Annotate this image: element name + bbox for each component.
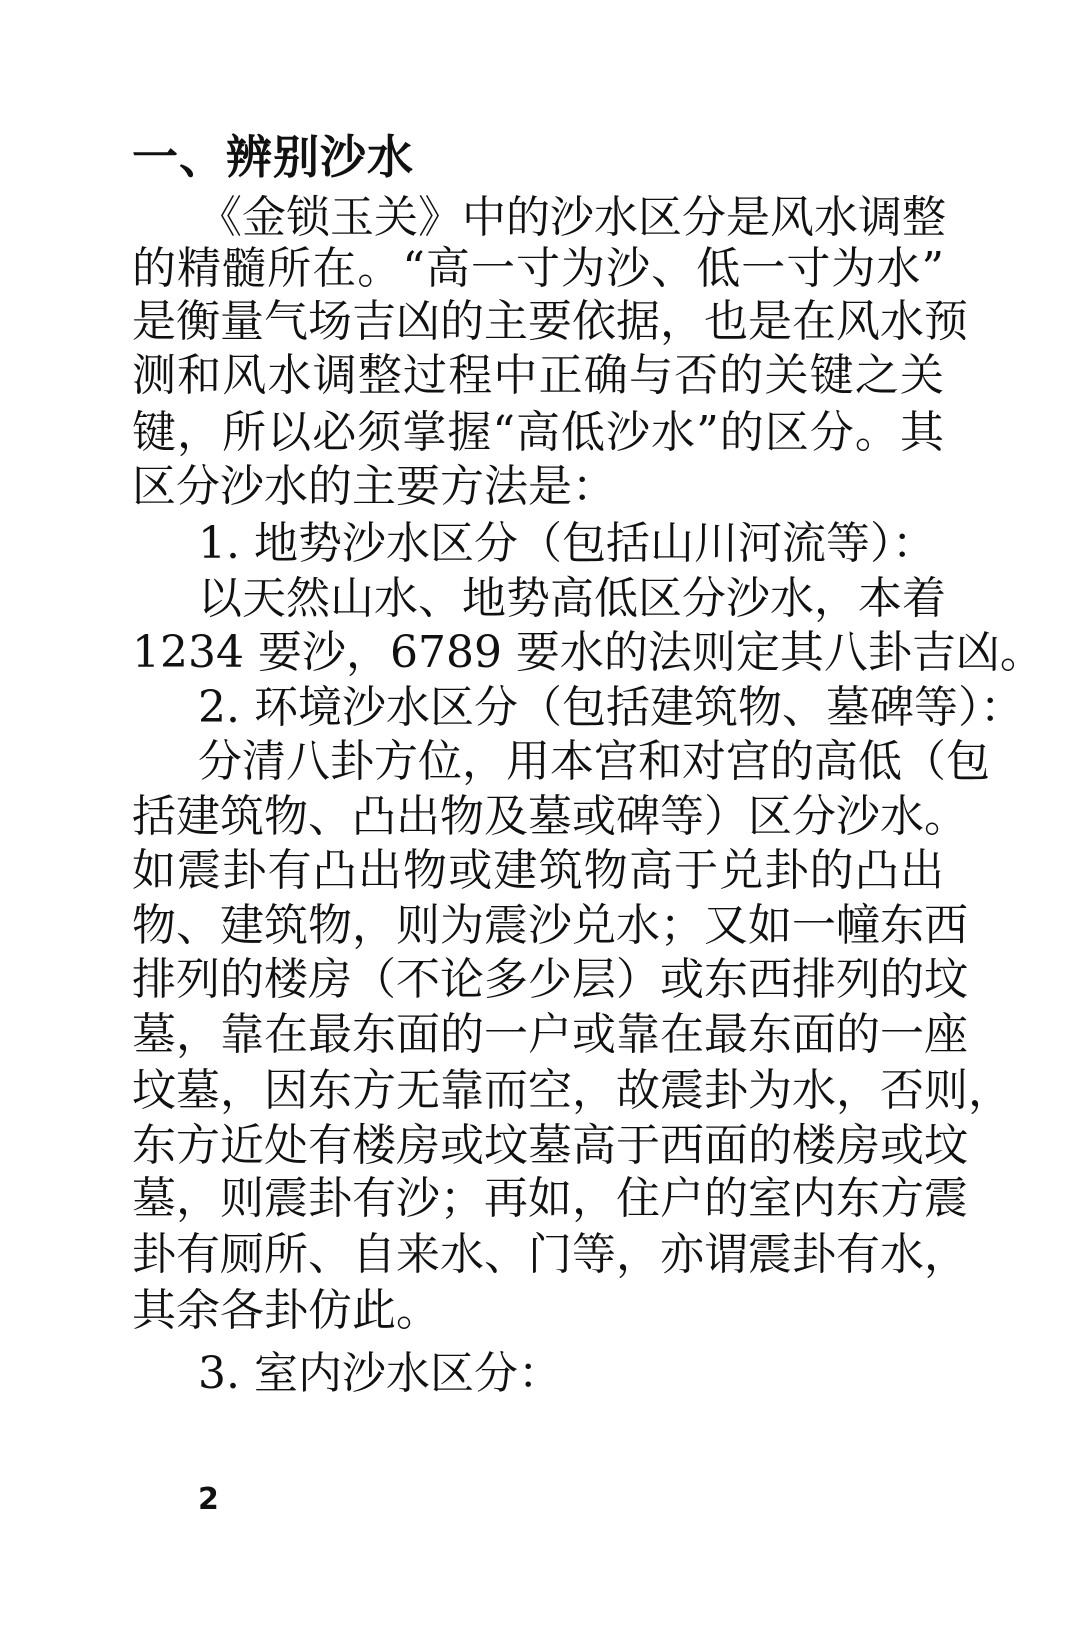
paragraph-line: 排列的楼房（不论多少层）或东西排列的坟 bbox=[132, 954, 968, 1005]
paragraph-line: 括建筑物、凸出物及墓或碑等）区分沙水。 bbox=[132, 791, 968, 842]
paragraph-line: 物、建筑物，则为震沙兑水；又如一幢东西 bbox=[132, 900, 968, 951]
paragraph-line: 《金锁玉关》中的沙水区分是风水调整 bbox=[198, 192, 946, 243]
paragraph-line: 区分沙水的主要方法是： bbox=[132, 461, 616, 512]
paragraph-line: 1234 要沙，6789 要水的法则定其八卦吉凶。 bbox=[132, 627, 1044, 678]
paragraph-line: 墓，则震卦有沙；再如，住户的室内东方震 bbox=[132, 1173, 968, 1224]
paragraph-line: 如震卦有凸出物或建筑物高于兑卦的凸出 bbox=[132, 845, 944, 896]
paragraph-line: 以天然山水、地势高低区分沙水，本着 bbox=[198, 573, 946, 624]
paragraph-line: 墓，靠在最东面的一户或靠在最东面的一座 bbox=[132, 1009, 968, 1060]
paragraph-line: 其余各卦仿此。 bbox=[132, 1285, 440, 1336]
list-item-heading: 1. 地势沙水区分（包括山川河流等）： bbox=[198, 518, 936, 569]
paragraph-line: 坟墓，因东方无靠而空，故震卦为水，否则， bbox=[132, 1065, 1012, 1116]
paragraph-line: 键，所以必须掌握“高低沙水”的区分。其 bbox=[132, 407, 944, 458]
section-heading: 一、辨别沙水 bbox=[132, 130, 414, 184]
paragraph-line: 东方近处有楼房或坟墓高于西面的楼房或坟 bbox=[132, 1120, 968, 1171]
paragraph-line: 的精髓所在。“高一寸为沙、低一寸为水” bbox=[132, 243, 944, 294]
paragraph-line: 是衡量气场吉凶的主要依据，也是在风水预 bbox=[132, 296, 968, 347]
paragraph-line: 卦有厕所、自来水、门等，亦谓震卦有水， bbox=[132, 1229, 968, 1280]
paragraph-line: 分清八卦方位，用本宫和对宫的高低（包 bbox=[198, 736, 990, 787]
page-number: 2 bbox=[198, 1482, 219, 1517]
paragraph-line: 测和风水调整过程中正确与否的关键之关 bbox=[132, 350, 944, 401]
list-item-heading: 2. 环境沙水区分（包括建筑物、墓碑等）： bbox=[198, 682, 1024, 733]
list-item-heading: 3. 室内沙水区分： bbox=[198, 1348, 562, 1399]
